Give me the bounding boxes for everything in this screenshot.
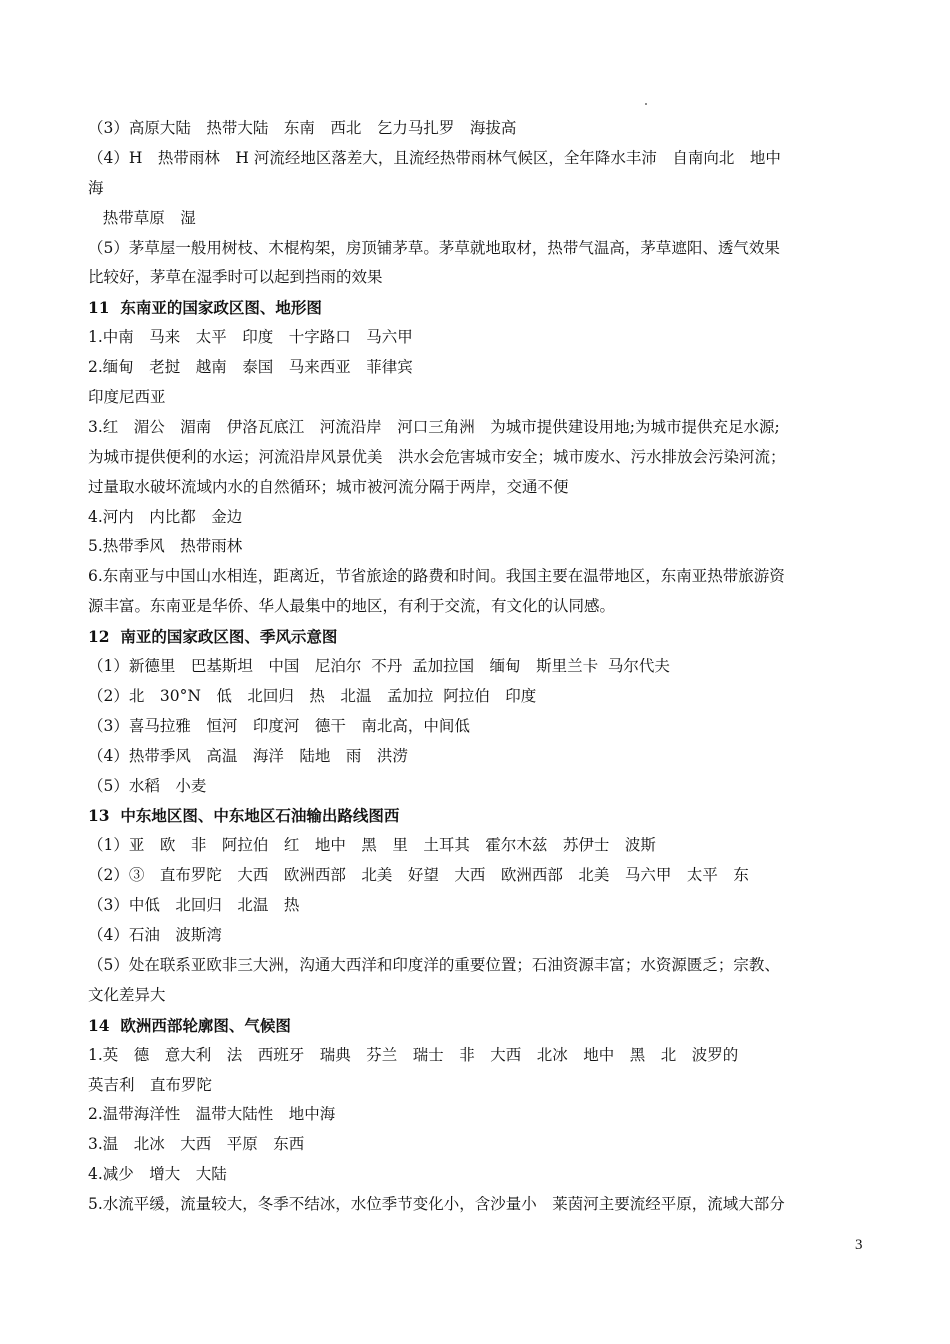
text-line: 2.缅甸 老挝 越南 泰国 马来西亚 菲律宾: [88, 358, 413, 377]
section-heading: 13 中东地区图、中东地区石油输出路线图西: [88, 806, 400, 826]
text-line: （5）茅草屋一般用树枝、木棍构架，房顶铺茅草。茅草就地取材，热带气温高，茅草遮阳、透气效果: [88, 238, 780, 257]
text-line: 5.热带季风 热带雨林: [88, 537, 243, 556]
text-line: （5）水稻 小麦: [88, 776, 207, 795]
text-line: 过量取水破坏流域内水的自然循环；城市被河流分隔于两岸，交通不便: [88, 477, 569, 496]
answer-text-body: [88, 114, 878, 1220]
text-line: 1.中南 马来 太平 印度 十字路口 马六甲: [88, 328, 413, 347]
text-line: （3）中低 北回归 北温 热: [88, 896, 300, 915]
text-line: 2.温带海洋性 温带大陆性 地中海: [88, 1105, 336, 1124]
text-line: 4.减少 增大 大陆: [88, 1165, 227, 1184]
text-line: （5）处在联系亚欧非三大洲，沟通大西洋和印度洋的重要位置；石油资源丰富；水资源匮乏；宗教、: [88, 955, 780, 974]
text-line: 5.水流平缓，流量较大，冬季不结冰，水位季节变化小，含沙量小 莱茵河主要流经平原，流域大部分: [88, 1195, 785, 1214]
text-line: （4）热带季风 高温 海洋 陆地 雨 洪涝: [88, 746, 408, 765]
text-line: （1）新德里 巴基斯坦 中国 尼泊尔 不丹 孟加拉国 缅甸 斯里兰卡 马尔代夫: [88, 657, 670, 676]
text-line: 6.东南亚与中国山水相连，距离近，节省旅途的路费和时间。我国主要在温带地区，东南亚热带旅游资: [88, 567, 785, 586]
text-line: 英吉利 直布罗陀: [88, 1075, 213, 1094]
text-line: 文化差异大: [88, 985, 166, 1004]
text-line: （4）H 热带雨林 H 河流经地区落差大，且流经热带雨林气候区，全年降水丰沛 自南向北 地中: [88, 148, 781, 167]
section-heading: 11 东南亚的国家政区图、地形图: [88, 298, 322, 318]
text-line: 1.英 德 意大利 法 西班牙 瑞典 芬兰 瑞士 非 大西 北冰 地中 黑 北 波罗的: [88, 1045, 739, 1064]
text-line: 3.温 北冰 大西 平原 东西: [88, 1135, 305, 1154]
text-line: （2）北 30°N 低 北回归 热 北温 孟加拉 阿拉伯 印度: [88, 686, 537, 705]
text-line: 印度尼西亚: [88, 388, 166, 407]
text-line: 为城市提供便利的水运；河流沿岸风景优美 洪水会危害城市安全；城市废水、污水排放会污染河流；: [88, 447, 786, 466]
text-line: （4）石油 波斯湾: [88, 926, 222, 945]
section-heading: 12 南亚的国家政区图、季风示意图: [88, 627, 338, 647]
scan-dot: [645, 103, 647, 105]
text-line: 比较好，茅草在湿季时可以起到挡雨的效果: [88, 268, 383, 287]
text-line: 热带草原 湿: [88, 208, 196, 227]
text-line: 4.河内 内比都 金边: [88, 507, 243, 526]
text-line: 海: [88, 178, 104, 197]
section-heading: 14 欧洲西部轮廓图、气候图: [88, 1015, 291, 1035]
text-line: 3.红 湄公 湄南 伊洛瓦底江 河流沿岸 河口三角洲 为城市提供建设用地;为城市提供充足水源;: [88, 417, 780, 436]
text-line: （3）喜马拉雅 恒河 印度河 德干 南北高，中间低: [88, 716, 470, 735]
text-line: （3）高原大陆 热带大陆 东南 西北 乞力马扎罗 海拔高: [88, 119, 517, 137]
text-line: （2）③ 直布罗陀 大西 欧洲西部 北美 好望 大西 欧洲西部 北美 马六甲 太平 东: [88, 866, 749, 885]
text-line: （1）亚 欧 非 阿拉伯 红 地中 黑 里 土耳其 霍尔木兹 苏伊士 波斯: [88, 836, 656, 855]
text-line: 源丰富。东南亚是华侨、华人最集中的地区，有利于交流，有文化的认同感。: [88, 597, 616, 616]
page-number: 3: [855, 1237, 863, 1253]
